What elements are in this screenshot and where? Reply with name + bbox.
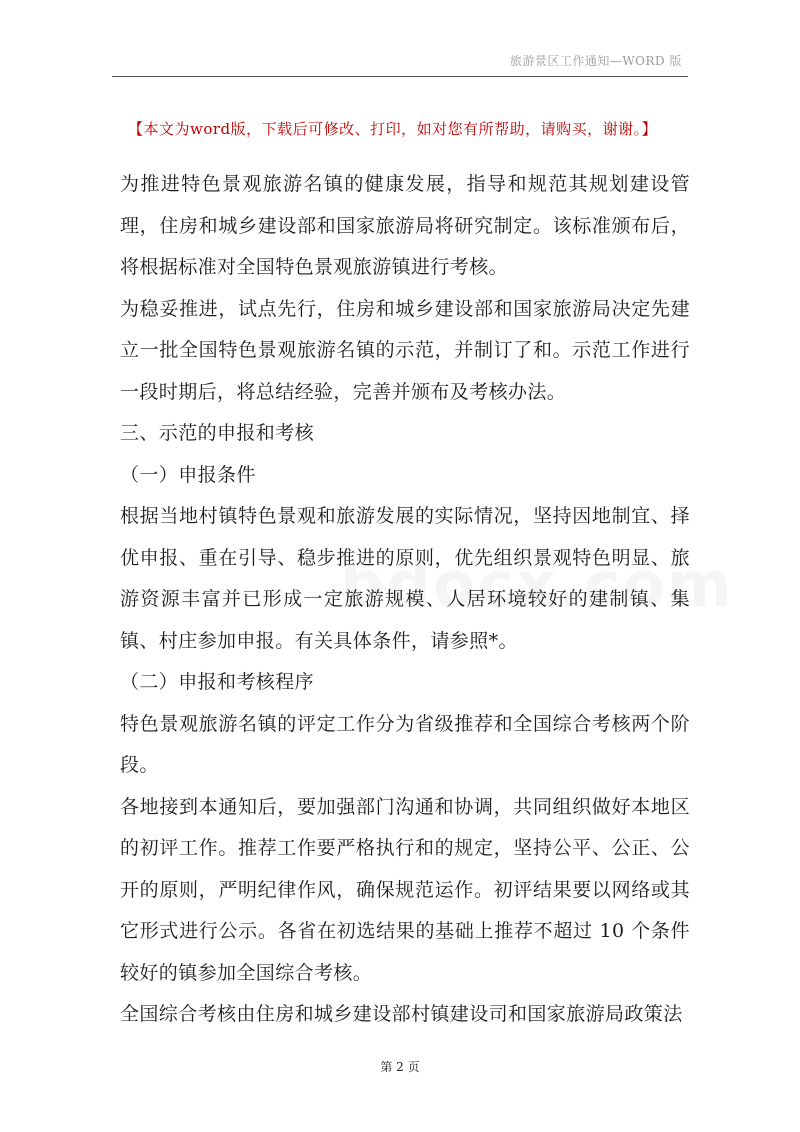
page-number: 第 2 页 xyxy=(380,1060,420,1074)
subsection-heading: （二）申报和考核程序 xyxy=(120,671,315,693)
paragraph: 为稳妥推进，试点先行，住房和城乡建设部和国家旅游局决定先建立一批全国特色景观旅游名镇的示范，并制订了和。示范工作进行一段时期后，将总结经验，完善并颁布及考核办法。 xyxy=(120,297,690,403)
paragraph: 全国综合考核由住房和城乡建设部村镇建设司和国家旅游局政策法 xyxy=(120,1003,683,1025)
section-heading: 三、示范的申报和考核 xyxy=(120,422,315,444)
paragraph: 特色景观旅游名镇的评定工作分为省级推荐和全国综合考核两个阶段。 xyxy=(120,712,690,776)
paragraph: 各地接到本通知后，要加强部门沟通和协调，共同组织做好本地区的初评工作。推荐工作要严格执行和的规定，坚持公平、公正、公开的原则，严明纪律作风，确保规范运作。初评结果要以网络或其它形式进行公示。各省在初选结果的基础上推荐不超过 10 个条件较好的镇参加全国综合考核。 xyxy=(120,795,690,984)
paragraph: 为推进特色景观旅游名镇的健康发展，指导和规范其规划建设管理，住房和城乡建设部和国家旅游局将研究制定。该标准颁布后，将根据标准对全国特色景观旅游镇进行考核。 xyxy=(120,173,690,278)
page-header: 旅游景区工作通知—WORD 版 xyxy=(509,54,682,68)
paragraph: 根据当地村镇特色景观和旅游发展的实际情况，坚持因地制宜、择优申报、重在引导、稳步推进的原则，优先组织景观特色明显、旅游资源丰富并已形成一定旅游规模、人居环境较好的建制镇、集镇、村庄参加申报。有关具体条件，请参照*。 xyxy=(120,505,690,652)
subsection-heading: （一）申报条件 xyxy=(120,463,256,486)
document-body xyxy=(120,164,690,1036)
download-notice: 【本文为word版，下载后可修改、打印，如对您有所帮助，请购买，谢谢。】 xyxy=(128,120,658,138)
header-divider xyxy=(112,76,688,77)
